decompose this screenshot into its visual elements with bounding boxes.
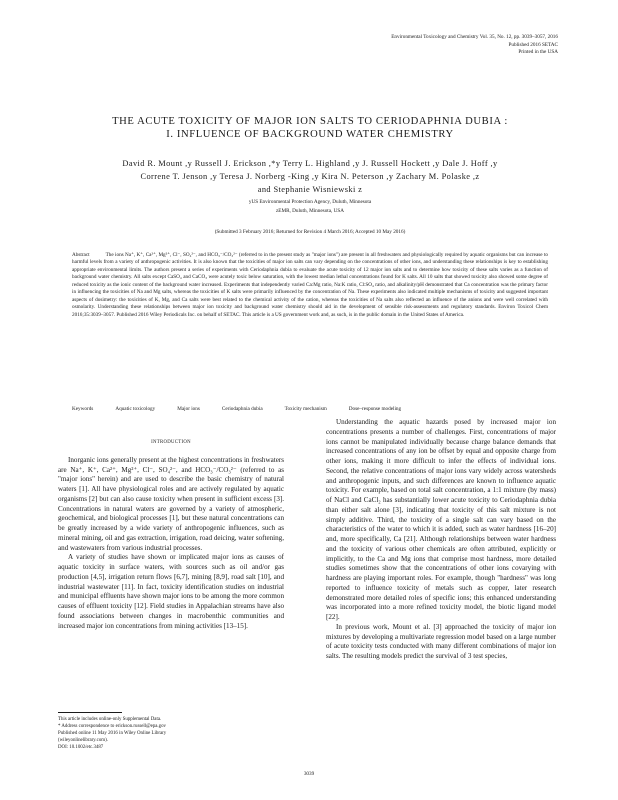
abstract-label: Abstract (72, 252, 90, 258)
abstract-text: The ions Na⁺, K⁺, Ca²⁺, Mg²⁺, Cl⁻, SO₄²⁻, and HCO₃⁻/CO₃²⁻ (referred to in the present study as "major ions") are present in all freshwaters and physiologically required by aquatic organisms but can increase to harmful levels from a variety of anthropogenic activities. It is also known that the toxicities of major ion salts can vary depending on the concentrations of other ions, and understanding these relationships is key to establishing appropriate environmental limits. The authors present a series of experiments with Ceriodaphnia dubia to evaluate the acute toxicity of 12 major ion salts and to determine how toxicity of these salts varies as a function of background water chemistry. All salts except CaSO₄ and CaCO₃ were acutely toxic below saturation, with the lowest median lethal concentrations found for K salts. All 10 salts that showed toxicity also showed some degree of reduced toxicity as the ionic content of the background water increased. Experiments that independently varied Ca:Mg ratio, Na:K ratio, Cl:SO₄ ratio, and alkalinity/pH demonstrated that Ca concentration was the primary factor in influencing the toxicities of Na and Mg salts, whereas the toxicities of K salts were primarily influenced by the concentration of Na. These experiments also indicated multiple mechanisms of toxicity and suggested important aspects of dosimetry: the toxicities of K, Mg, and Ca salts were best related to the chemical activity of the cation, whereas the toxicities of Na salts also reflected an influence of the anions and were well correlated with osmolarity. Understanding these relationships between major ion toxicity and background water chemistry should aid in the development of sensible risk-assessments and regulatory standards. Environ Toxicol Chem 2016;35:3039–3057. Published 2016 Wiley Periodicals Inc. on behalf of SETAC. This article is a US government work and, as such, is in the public domain in the United States of America. (72, 252, 548, 318)
footnote-divider (58, 712, 122, 713)
submission-dates: (Submitted 3 February 2016; Returned for Revision 4 March 2016; Accepted 10 May 2016) (214, 229, 406, 235)
footnote-library: (wileyonlinelibrary.com). (58, 738, 108, 744)
affiliation-2: zEMR, Duluth, Minnesota, USA (275, 208, 344, 214)
keyword-item: Dose–response modeling (348, 406, 402, 412)
footnotes (58, 716, 284, 751)
footnote-published: Published online 11 May 2016 in Wiley Online Library (58, 731, 167, 737)
introduction-heading: INTRODUCTION (151, 440, 191, 445)
author-list (60, 157, 560, 196)
running-header (300, 34, 558, 57)
keyword-item: Aquatic toxicology (115, 406, 156, 412)
title-line-1: THE ACUTE TOXICITY OF MAJOR ION SALTS TO CERIODAPHNIA DUBIA : (112, 116, 508, 127)
keyword-item: Major ions (177, 406, 200, 412)
left-column (58, 438, 284, 631)
body-paragraph: A variety of studies have shown or implicated major ions as causes of aquatic toxicity in surface waters, with sources such as oil and/or gas production [4,5], irrigation return flows [6,7], mining [8,9], road salt [10], and industrial wastewater [11]. In fact, toxicity identification studies on industrial and municipal effluents have shown major ions to be among the more common causes of effluent toxicity [12]. Field studies in Appalachian streams have also found associations between changes in macrobenthic communities and increased major ion concentrations from mining activities [13–15]. (58, 553, 284, 630)
body-paragraph: Inorganic ions generally present at the highest concentrations in freshwaters are Na⁺, K⁺, Ca²⁺, Mg²⁺, Cl⁻, SO₄²⁻, and HCO₃⁻/CO₃²⁻ (referred to as "major ions" herein) and are used to describe the basic chemistry of natural waters [1]. All have physiological roles and are actively regulated by aquatic organisms [2] but can also cause toxicity when present in sufficient excess [3]. Concentrations in natural waters are governed by a variety of atmospheric, geochemical, and biological processes [1], but these natural concentrations can be greatly increased by a wide variety of anthropogenic influences, such as mineral mining, oil and gas extraction, irrigation, road deicing, water softening, and wastewaters from various industrial processes. (58, 455, 284, 552)
authors-line-2: Correne T. Jenson ,y Teresa J. Norberg -King ,y Kira N. Peterson ,y Zachary M. Polaske ,z (140, 172, 480, 181)
article-title (60, 115, 560, 141)
authors-line-3: and Stephanie Wisniewski z (257, 185, 363, 194)
keyword-item: Toxicity mechanism (284, 406, 327, 412)
authors-line-1: David R. Mount ,y Russell J. Erickson ,*y Terry L. Highland ,y J. Russell Hockett ,y Dale J. Hoff ,y (122, 159, 498, 168)
printed-line: Printed in the USA (518, 49, 558, 56)
affiliation-1: yUS Environmental Protection Agency, Duluth, Minnesota (248, 199, 372, 205)
affiliations (60, 198, 560, 216)
body-paragraph: Understanding the aquatic hazards posed by increased major ion concentrations presents a number of challenges. First, concentrations of major ions cannot be manipulated individually because charge balance demands that increased concentrations of any ion be offset by equal and opposite charge from other ions, making it more difficult to infer the effects of individual ions. Second, the relative concentrations of major ions vary widely across watersheds and anthropogenic inputs, and such differences are known to influence aquatic toxicity. For example, based on total salt concentration, a 1:1 mixture (by mass) of NaCl and CaCl₂ has substantially lower acute toxicity to Ceriodaphnia dubia than either salt alone [3], indicating that toxicity of this salt mixture is not simply additive. Third, the toxicity of a single salt can vary based on the characteristics of the water to which it is added, such as water hardness [16–20] and, more specifically, Ca [21]. Although relationships between water hardness and the toxicity of various other chemicals are often attributed, explicitly or implicitly, to the Ca and Mg ions that comprise most hardness, more detailed studies sometimes show that the concentrations of other ions covarying with hardness are playing important roles. For example, though "hardness" was long reported to influence toxicity of metals such as copper, later research demonstrated more detailed roles of specific ions; this enhanced understanding was incorporated into a more refined toxicity model, the biotic ligand model [22]. (326, 418, 556, 621)
journal-citation: Environmental Toxicology and Chemistry Vol. 35, No. 12, pp. 3039–3057, 2016 (391, 34, 558, 40)
title-line-2: I. INFLUENCE OF BACKGROUND WATER CHEMISTRY (166, 129, 454, 140)
keywords (72, 406, 548, 414)
page-number: 3039 (303, 771, 315, 777)
footnote-correspondence: * Address correspondence to erickson.russell@epa.gov (58, 724, 166, 730)
right-column (326, 418, 556, 662)
abstract (72, 252, 548, 319)
footnote-supplemental: This article includes online-only Supplemental Data. (58, 717, 162, 722)
keyword-item: Ceriodaphnia dubia (221, 406, 263, 412)
footnote-doi: DOI: 10.1002/etc.3487 (58, 745, 104, 751)
keyword-list (115, 406, 401, 414)
publisher-line: Published 2016 SETAC (508, 41, 558, 48)
keywords-label: Keywords (72, 406, 94, 412)
body-paragraph: In previous work, Mount et al. [3] approached the toxicity of major ion mixtures by developing a multivariate regression model based on a large number of acute toxicity tests conducted with many different combinations of major ion salts. The resulting models predict the survival of 3 test species, (326, 622, 556, 660)
